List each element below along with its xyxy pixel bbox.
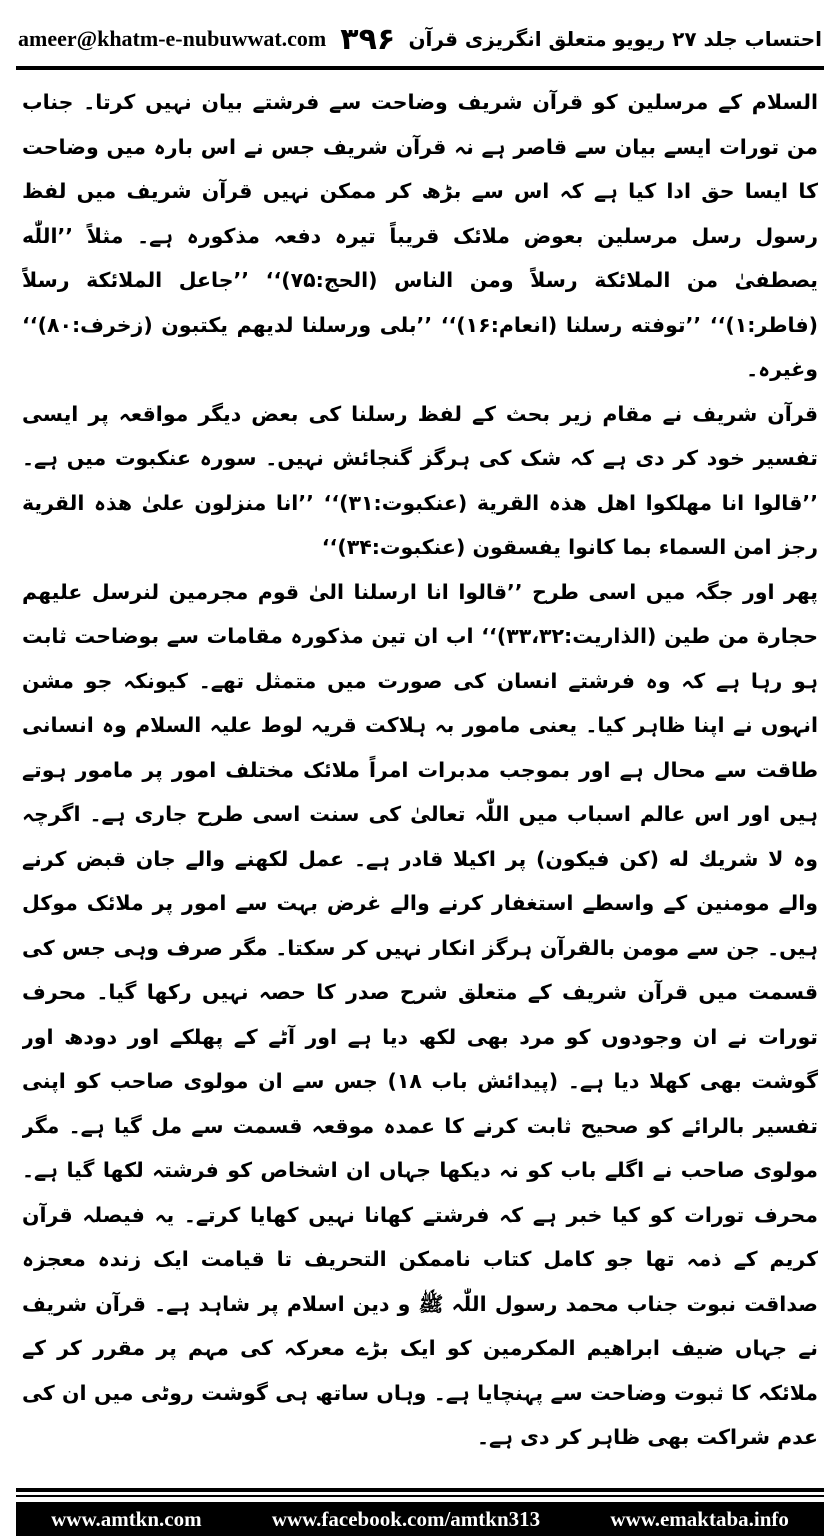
paragraph: قرآن شریف نے مقام زیر بحث کے لفظ رسلنا کی بعض دیگر مواقعہ پر ایسی تفسیر خود کر دی ہے کہ شک کی ہرگز گنجائش نہیں۔ سورہ عنکبوت میں ہے۔ ’’قالوا انا مھلکوا اھل ھذہ القریة (عنکبوت:۳۱)‘‘ ’’انا منزلون علیٰ ھذہ القریة رجز امن السماء بما کانوا یفسقون (عنکبوت:۳۴)‘‘ (22, 401, 818, 559)
paragraph: السلام کے مرسلین کو قرآن شریف وضاحت سے فرشتے بیان نہیں کرتا۔ جناب من تورات ایسے بیان سے قاصر ہے نہ قرآن شریف جس نے اس بارہ میں وضاحت کا ایسا حق ادا کیا ہے کہ اس سے بڑھ کر ممکن نہیں قرآن شریف میں لفظ رسول رسل مرسلین بعوض ملائک قریباً تیرہ دفعہ مذکورہ ہے۔ مثلاً ’’اللّٰه یصطفیٰ من الملائکة رسلاً ومن الناس (الحج:۷۵)‘‘ ’’جاعل الملائکة رسلاً (فاطر:۱)‘‘ ’’توفته رسلنا (انعام:۱۶)‘‘ ’’بلی ورسلنا لدیھم یکتبون (زخرف:۸۰)‘‘ وغیرہ۔ (22, 90, 818, 381)
email-address: ameer@khatm-e-nubuwwat.com (18, 26, 327, 51)
footer-link-amtkn[interactable]: www.amtkn.com (51, 1506, 202, 1531)
header-rule (16, 66, 824, 70)
header-left (18, 22, 395, 57)
footer-rule-thick (16, 1488, 824, 1492)
page-header (18, 14, 822, 64)
footer-bar (16, 1502, 824, 1536)
body-text (22, 80, 818, 1470)
footer-rule-thin (16, 1495, 824, 1497)
paragraph: پھر اور جگہ میں اسی طرح ’’قالوا انا ارسلنا الیٰ قوم مجرمین لنرسل علیھم حجارة من طین (الذاریت:۳۳،۳۲)‘‘ اب ان تین مذکورہ مقامات سے بوضاحت ثابت ہو رہا ہے کہ وہ فرشتے انسان کی صورت میں متمثل تھے۔ کیونکہ جو مشن انہوں نے اپنا ظاہر کیا۔ یعنی مامور بہ ہلاکت قریہ لوط علیہ السلام وہ انسانی طاقت سے محال ہے اور بموجب مدبرات امراً ملائک مختلف امور پر مامور ہوتے ہیں اور اس عالم اسباب میں اللّٰہ تعالیٰ کی سنت اسی طرح جاری ہے۔ اگرچہ وہ لا شریك له (کن فیکون) پر اکیلا قادر ہے۔ عمل لکھنے والے جان قبض کرنے والے مومنین کے واسطے استغفار کرنے والے غرض بہت سے امور پر ملائک موکل ہیں۔ جن سے مومن بالقرآن ہرگز انکار نہیں کر سکتا۔ مگر صرف وہی جس کی قسمت میں قرآن شریف کے متعلق شرح صدر کا حصہ نہیں رکھا گیا۔ محرف تورات نے ان وجودوں کو مرد بھی لکھ دیا ہے اور آٹے کے پھلکے اور دودھ اور گوشت بھی کھلا دیا ہے۔ (پیدائش باب ۱۸) جس سے ان مولوی صاحب کو اپنی تفسیر بالرائے کو صحیح ثابت کرنے کا عمدہ موقعہ قسمت سے مل گیا ہے۔ مگر مولوی صاحب نے اگلے باب کو نہ دیکھا جہاں ان اشخاص کو فرشتہ لکھا گیا ہے۔ محرف تورات کو کیا خبر ہے کہ فرشتے کھانا نہیں کھایا کرتے۔ یہ فیصلہ قرآن کریم کے ذمہ تھا جو کامل کتاب ناممکن التحریف تا قیامت ایک زندہ معجزہ صداقت نبوت جناب محمد رسول اللّٰہ ﷺ و دین اسلام پر شاہد ہے۔ قرآن شریف نے جہاں ضیف ابراھیم المکرمین کو ایک بڑے معرکہ کی مہم پر مقرر کر کے ملائکہ کا ثبوت وضاحت سے پہنچایا ہے۔ وہاں ساتھ ہی گوشت روٹی میں ان کی عدم شراکت بھی ظاہر کر دی ہے۔ (22, 579, 818, 1449)
page-number: ۳۹۶ (340, 21, 396, 57)
footer-link-emaktaba[interactable]: www.emaktaba.info (610, 1506, 789, 1531)
book-title: احتساب جلد ۲۷ ریویو متعلق انگریزی قرآن (408, 27, 822, 51)
footer-link-facebook[interactable]: www.facebook.com/amtkn313 (271, 1506, 541, 1531)
